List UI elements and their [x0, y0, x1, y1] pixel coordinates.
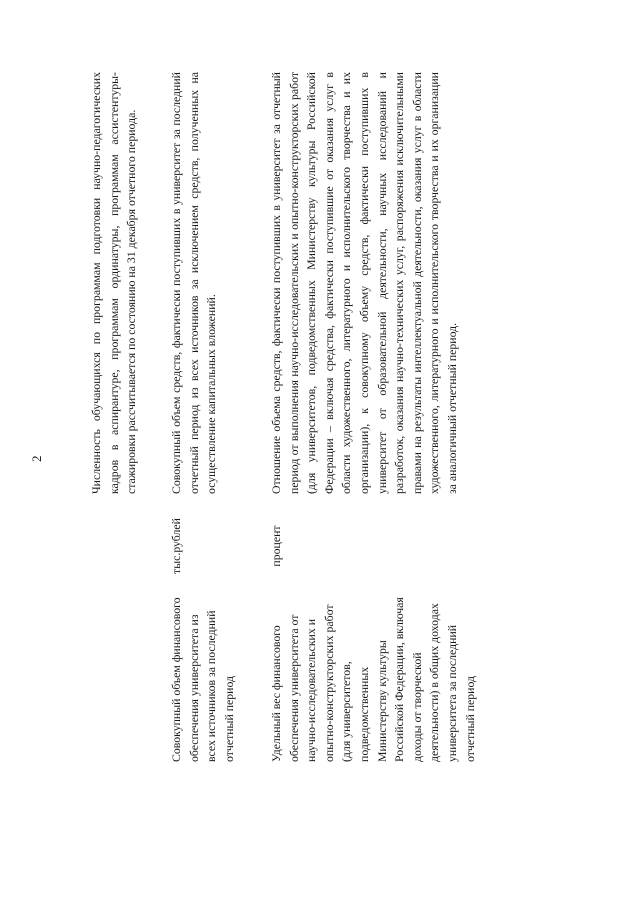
page-number: 2 — [29, 455, 44, 462]
indicator-description: Отношение объема средств, фактически поступивших в университет за отчетный период от выполнения научно-исследовательских и опытно-конструкторских работ (для университетов, подведомственных Министерству культуры Российской Федерации – включая средства, фактически поступившие от оказания услуг в области художественного, литературного и исполнительского творчества и их организации), к совокупному объему средств, фактически поступивших в университет от образовательной деятельности, научных исследований и разработок, оказания научно-технических услуг, распоряжения исключительными правами на результаты интеллектуальной деятельности, оказания услуг в области художественного, литературного и исполнительского творчества и их организации за аналогичный отчетный период. — [269, 72, 459, 494]
indicator-name: Удельный вес финансового обеспечения университета от научно-исследовательских и опытно-конструкторских работ (для университетов, подведомственных Министерству культуры Российской Федерации, включая доходы от творческой деятельности) в общих доходах университета за последний отчетный период — [269, 597, 477, 762]
indicator-unit: процент — [269, 525, 283, 567]
indicator-name: Совокупный объем финансового обеспечения университета из всех источников за последний отчетный период — [169, 597, 236, 762]
indicator-table — [88, 72, 477, 762]
indicator-description: Совокупный объем средств, фактически поступивших в университет за последний отчетный период из всех источников за исключением средств, полученных на осуществление капитальных вложений. — [169, 72, 219, 494]
indicator-unit: тыс.рублей — [169, 518, 183, 574]
indicator-description: Численность обучающихся по программам подготовки научно-педагогических кадров в аспирантуре, программам ординатуры, программам ассистентуры-стажировки рассчитывается по состоянию на 31 декабря отчетного периода. — [89, 72, 139, 494]
